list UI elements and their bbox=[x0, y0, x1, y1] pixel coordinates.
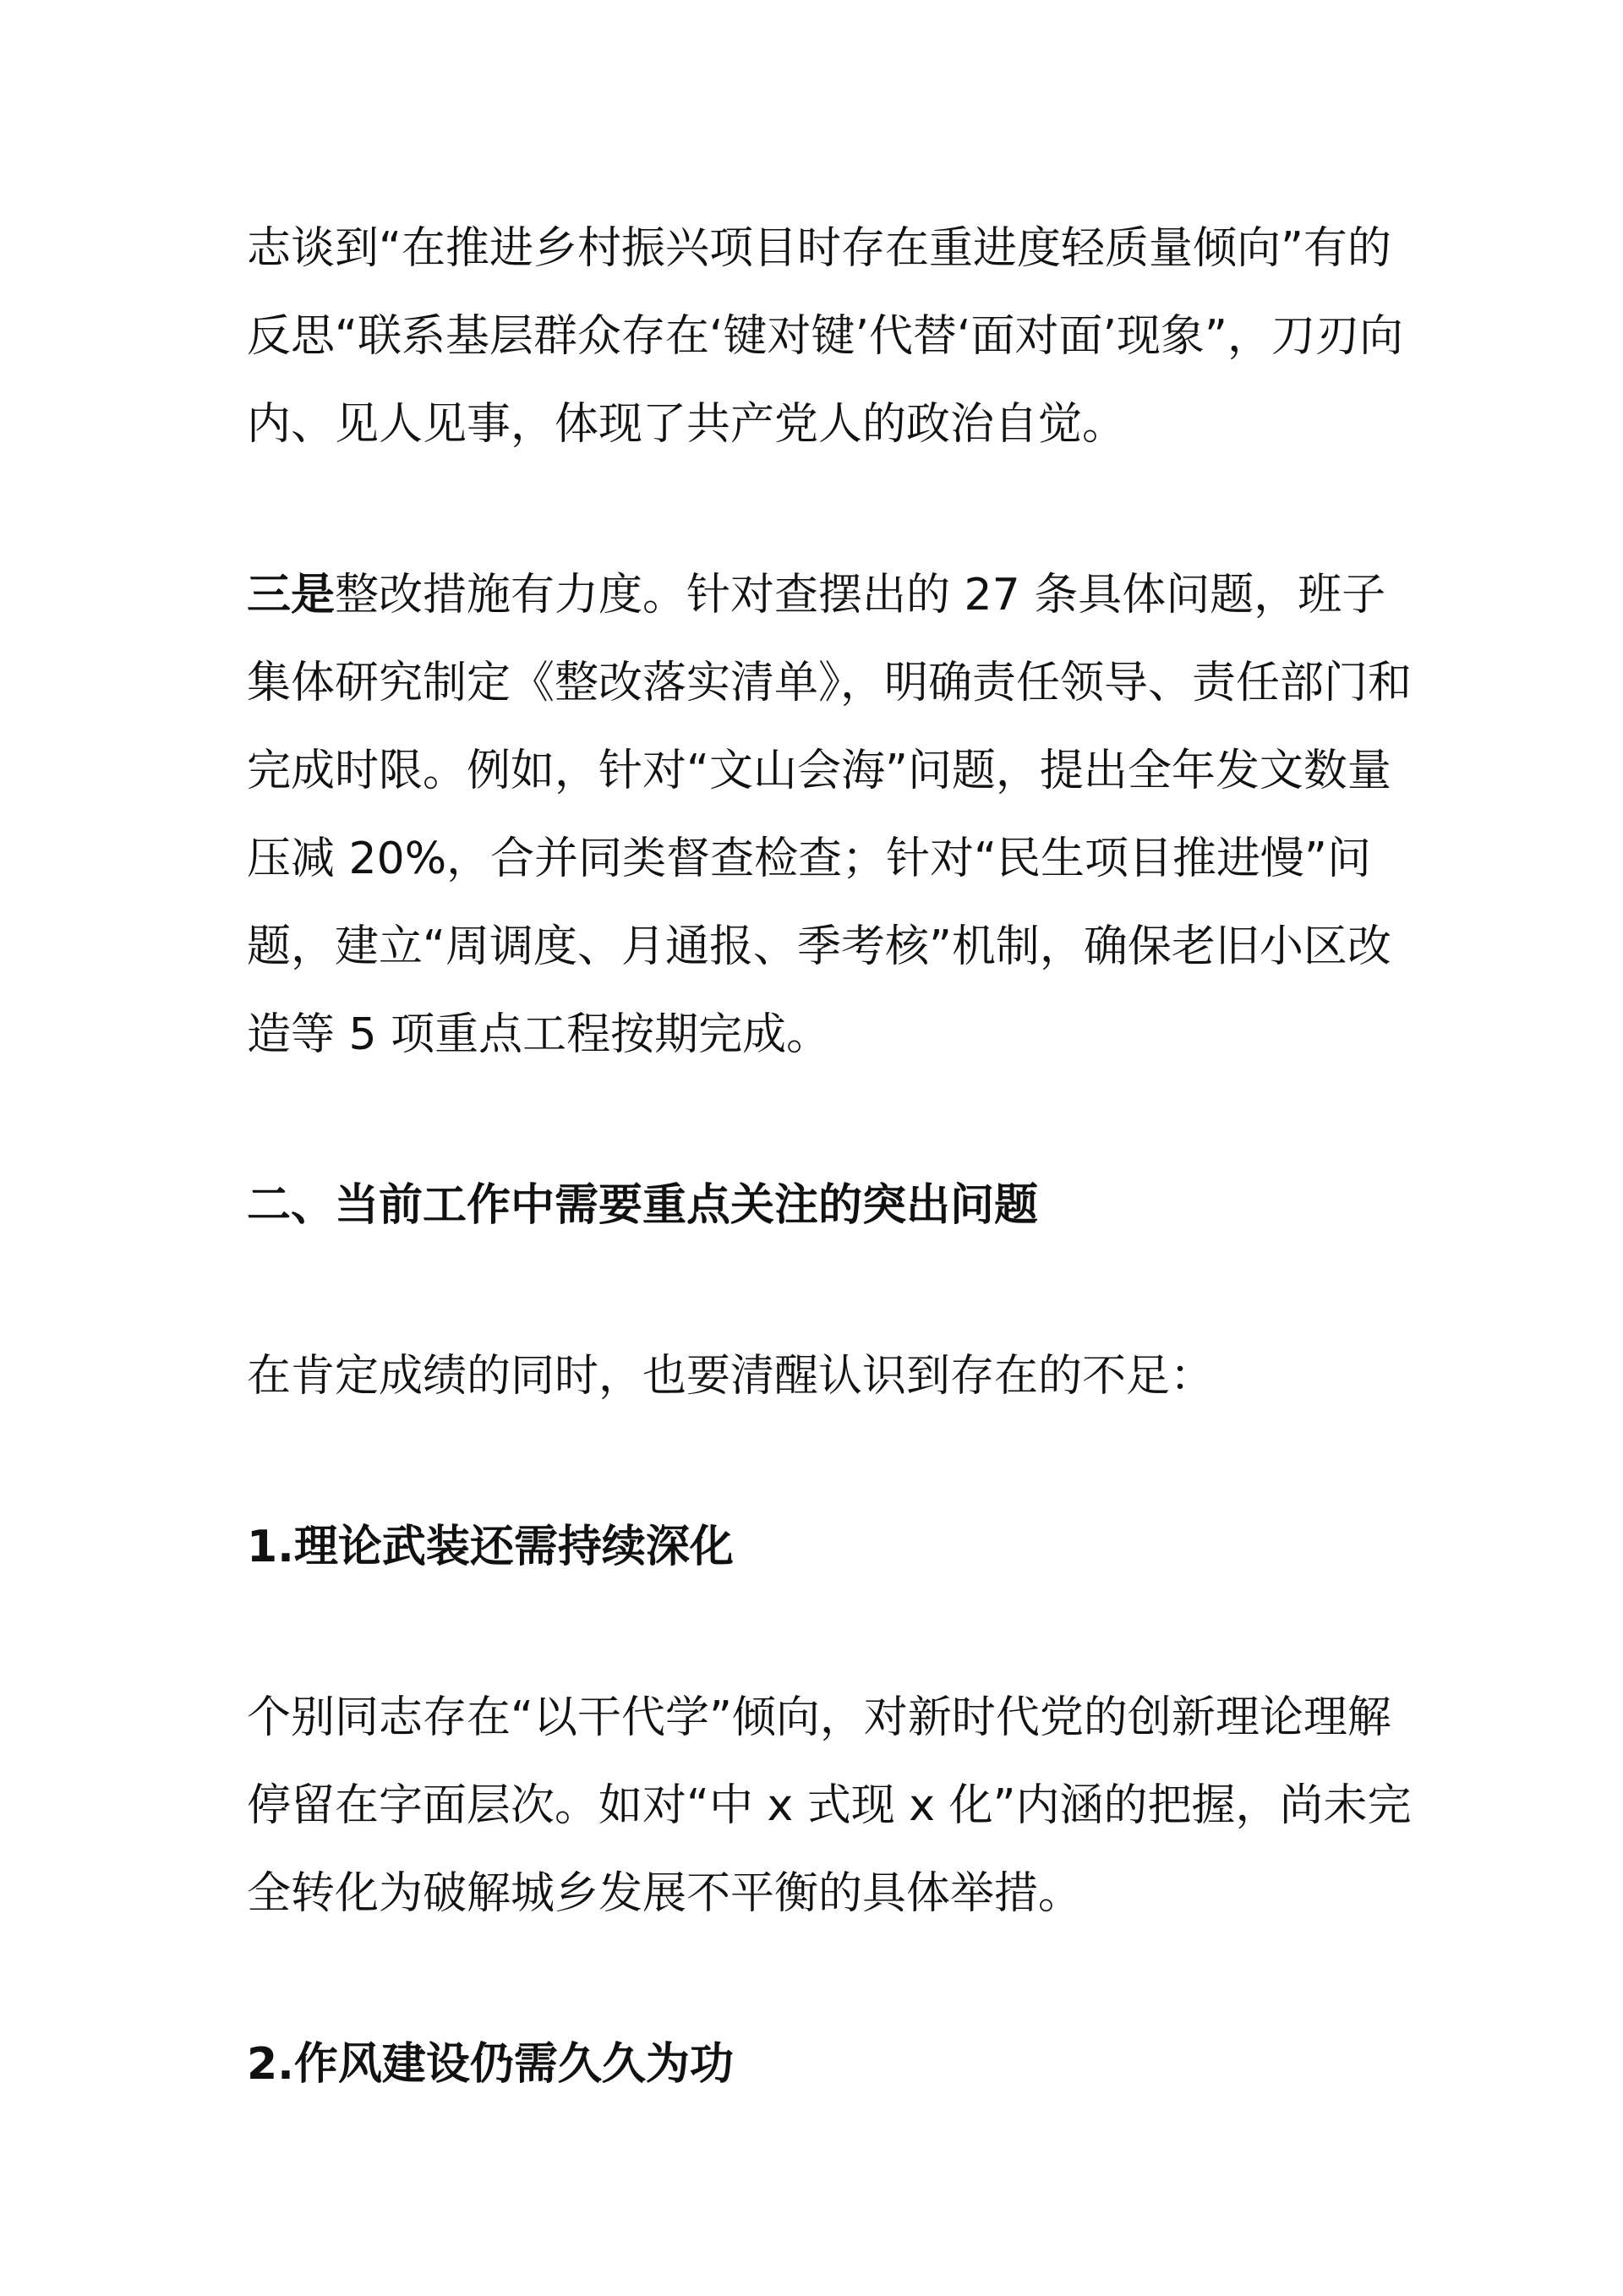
paragraph-theory: 个别同志存在“以干代学”倾向，对新时代党的创新理论理解停留在字面层次。如对“中 x 式现 x 化”内涵的把握，尚未完全转化为破解城乡发展不平衡的具体举措。 bbox=[247, 1692, 1412, 1919]
section-heading: 二、当前工作中需要重点关注的突出问题 bbox=[247, 1180, 1039, 1231]
paragraph-spacer bbox=[247, 468, 1422, 551]
paragraph-spacer bbox=[247, 1591, 1422, 1674]
paragraph-rectification bbox=[247, 551, 1422, 1079]
paragraph-spacer bbox=[247, 1249, 1422, 1332]
paragraph-self-criticism: 志谈到“在推进乡村振兴项目时存在重进度轻质量倾向”有的反思“联系基层群众存在‘键对键’代替‘面对面’现象”，刀刃向内、见人见事，体现了共产党人的政治自觉。 bbox=[247, 223, 1403, 450]
paragraph-spacer bbox=[247, 1420, 1422, 1503]
paragraph-rectification-text: 整改措施有力度。针对查摆出的 27 条具体问题，班子集体研究制定《整改落实清单》，明确责任领导、责任部门和完成时限。例如，针对“文山会海”问题，提出全年发文数量压减 20%，合并同类督查检查；针对“民生项目推进慢”问题，建立“周调度、月通报、季考核”机制，确保老旧小区改造等 5 项重点工程按期完成。 bbox=[247, 570, 1413, 1060]
paragraph-lead: 三是 bbox=[247, 570, 336, 620]
paragraph-spacer bbox=[247, 1938, 1422, 2020]
document-body bbox=[247, 205, 1422, 2108]
subheading-2: 2.作风建设仍需久久为功 bbox=[247, 2039, 734, 2090]
subheading-1: 1.理论武装还需持续深化 bbox=[247, 1522, 734, 1572]
paragraph-intro: 在肯定成绩的同时，也要清醒认识到存在的不足： bbox=[247, 1351, 1215, 1402]
paragraph-spacer bbox=[247, 1079, 1422, 1162]
